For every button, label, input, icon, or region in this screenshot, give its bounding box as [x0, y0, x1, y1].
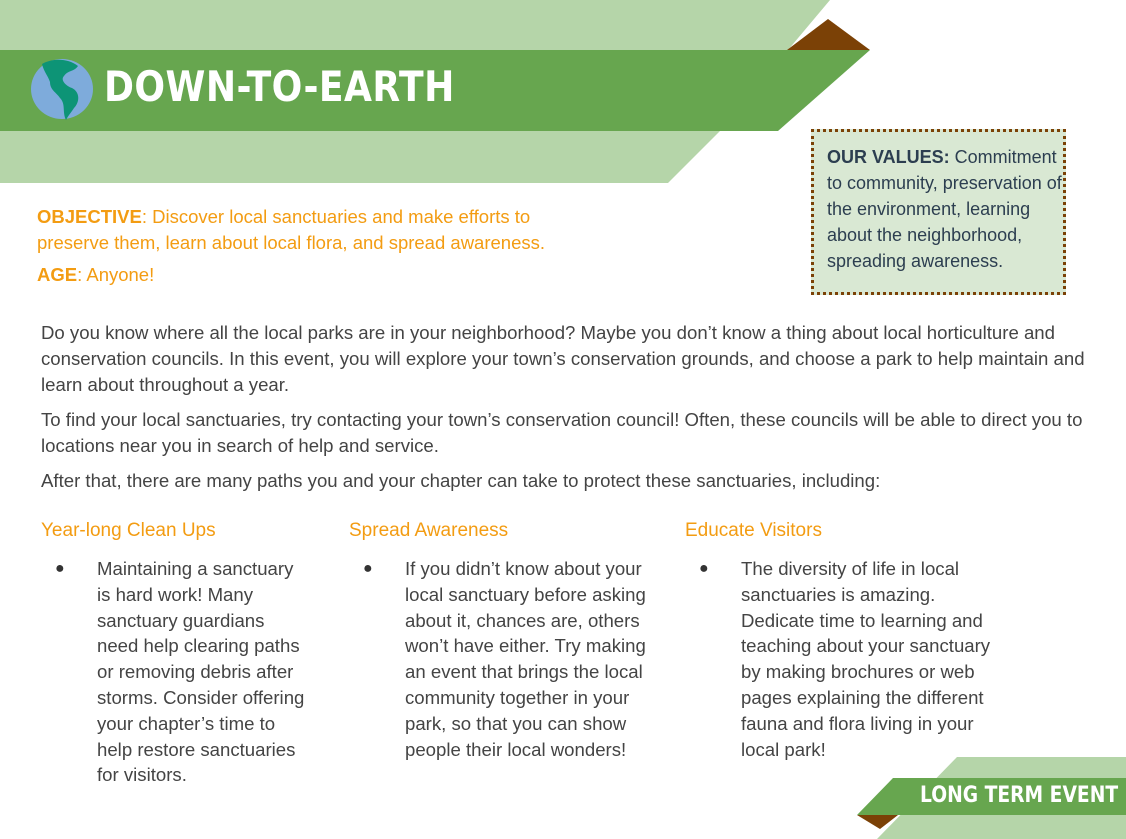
paths-paragraph: After that, there are many paths you and your chapter can take to protect these sanctuaries, including: [41, 470, 881, 491]
values-text: Commitment to community, preservation of the environment, learning about the neighborhood, spreading awareness. [827, 147, 1062, 271]
header-light-band [0, 0, 830, 50]
objective-label: OBJECTIVE [37, 206, 142, 227]
bullet-text: Maintaining a sanctuary is hard work! Many sanctuary guardians need help clearing paths or removing debris after storms. Consider offering your chapter’s time to help restore sanctuaries for visitors. [97, 558, 305, 786]
age-label: AGE [37, 264, 78, 285]
list-item [41, 556, 309, 788]
column-heading: Educate Visitors [685, 520, 822, 541]
values-label: OUR VALUES: [827, 147, 950, 167]
sanctuary-paragraph: To find your local sanctuaries, try contacting your town’s conservation council! Often, these councils will be able to direct you to locations near you in search of help and service. [41, 409, 1083, 456]
our-values-box [811, 129, 1066, 295]
column-educate-visitors [685, 520, 1007, 762]
bullet-icon: ● [55, 560, 65, 577]
column-clean-ups [41, 520, 309, 788]
objective [37, 204, 597, 256]
bullet-icon: ● [699, 560, 709, 577]
column-heading: Spread Awareness [349, 520, 509, 541]
objective-text: : Discover local sanctuaries and make efforts to preserve them, learn about local flora, and spread awareness. [37, 206, 546, 253]
age [37, 264, 154, 286]
age-text: : Anyone! [77, 264, 155, 285]
bullet-text: The diversity of life in local sanctuaries is amazing. Dedicate time to learning and teaching about your sanctuary by making brochures or web pages explaining the different fauna and flora living in your local park! [741, 558, 991, 760]
column-spread-awareness [349, 520, 649, 762]
page-title: DOWN-TO-EARTH [104, 62, 455, 111]
intro-paragraph: Do you know where all the local parks are in your neighborhood? Maybe you don’t know a thing about local horticulture and conservation councils. In this event, you will explore your town’s conservation grounds, and choose a park to help maintain and learn about throughout a year. [41, 322, 1085, 395]
column-heading: Year-long Clean Ups [41, 520, 216, 541]
list-item [349, 556, 649, 762]
header-light-band-lower [0, 131, 720, 183]
list-item [685, 556, 1007, 762]
bullet-icon: ● [363, 560, 373, 577]
event-type-label: LONG TERM EVENT [919, 783, 1118, 808]
bullet-text: If you didn’t know about your local sanctuary before asking about it, chances are, others won’t have either. Try making an event that brings the local community together in your park, so that you can show people their local wonders! [405, 558, 646, 760]
